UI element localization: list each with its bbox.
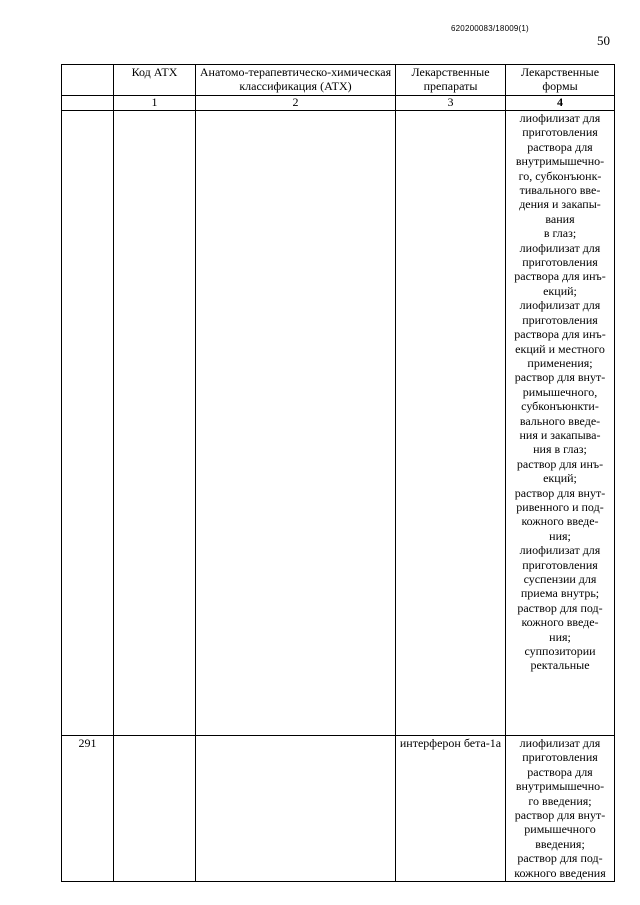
row-number-cell bbox=[62, 111, 114, 736]
column-number: 3 bbox=[396, 96, 506, 111]
atc-class-cell bbox=[196, 736, 396, 882]
form-line: лиофилизат для bbox=[519, 111, 601, 125]
form-line: введения; bbox=[535, 836, 585, 851]
form-line: вания bbox=[545, 211, 575, 226]
form-line: ректальные bbox=[530, 658, 590, 673]
column-number: 4 bbox=[506, 96, 615, 111]
form-line: раствора для bbox=[527, 764, 593, 779]
form-line: раствора для инъ- bbox=[514, 327, 606, 342]
form-line: го, субконъюнк- bbox=[518, 168, 602, 183]
drug-cell bbox=[396, 111, 506, 736]
atc-code-cell bbox=[114, 736, 196, 882]
form-line: го введения; bbox=[528, 793, 592, 808]
form-line: в глаз; bbox=[543, 226, 577, 241]
form-line: ривенного и под- bbox=[516, 499, 604, 514]
form-line: екций; bbox=[543, 283, 577, 298]
drug-table bbox=[61, 64, 615, 882]
form-line: ния; bbox=[549, 629, 571, 644]
form-line: внутримышечно- bbox=[515, 154, 605, 169]
drug-cell: интерферон бета-1а bbox=[396, 736, 506, 882]
form-line: лиофилизат для bbox=[519, 543, 601, 558]
form-line: внутримышечно- bbox=[515, 779, 605, 794]
form-line: лиофилизат для bbox=[519, 240, 601, 255]
form-line: римышечного, bbox=[522, 384, 598, 399]
form-line: раствор для под- bbox=[517, 600, 603, 615]
form-line: кожного введе- bbox=[521, 615, 599, 630]
form-line: дения и закапы- bbox=[519, 197, 601, 212]
forms-cell bbox=[506, 736, 615, 882]
form-line: применения; bbox=[527, 355, 593, 370]
form-line: лиофилизат для bbox=[519, 298, 601, 313]
column-number: 2 bbox=[196, 96, 396, 111]
form-line: екций; bbox=[543, 471, 577, 486]
page-number: 50 bbox=[597, 33, 610, 48]
document-id: 620200083/18009(1) bbox=[451, 24, 529, 33]
atc-class-cell bbox=[196, 111, 396, 736]
form-line: лиофилизат для bbox=[519, 736, 601, 750]
form-line: римышечного bbox=[524, 822, 596, 837]
header-cell-atc-class: Анатомо-терапевтическо-химическая классификация (АТХ) bbox=[196, 65, 396, 96]
form-line: раствора для bbox=[527, 139, 593, 154]
form-line: субконъюнкти- bbox=[521, 399, 599, 414]
header-cell-forms: Лекарственные формы bbox=[506, 65, 615, 96]
form-line: раствор для инъ- bbox=[516, 456, 604, 471]
header-row bbox=[62, 65, 615, 96]
form-line: суспензии для bbox=[523, 572, 597, 586]
column-number: 1 bbox=[114, 96, 196, 111]
form-line: суппозитории bbox=[524, 644, 596, 659]
form-line: кожного введения bbox=[514, 865, 606, 880]
form-line: раствор для под- bbox=[517, 851, 603, 866]
form-line: приготовления bbox=[522, 557, 598, 572]
form-line: кожного введе- bbox=[521, 514, 599, 529]
form-line: приготовления bbox=[522, 125, 598, 140]
form-line: раствор для внут- bbox=[514, 808, 606, 823]
column-number bbox=[62, 96, 114, 111]
column-number-row bbox=[62, 96, 615, 111]
form-line: ния в глаз; bbox=[533, 442, 587, 457]
form-line: тивального вве- bbox=[519, 183, 601, 198]
header-cell-atc-code: Код АТХ bbox=[114, 65, 196, 96]
form-line: раствор для внут- bbox=[514, 370, 606, 385]
form-line: вального введе- bbox=[519, 413, 601, 428]
form-line: раствор для внут- bbox=[514, 485, 606, 500]
table-row bbox=[62, 736, 615, 882]
form-line: приготовления bbox=[522, 312, 598, 327]
form-line: раствора для инъ- bbox=[514, 269, 606, 284]
form-line: приема внутрь; bbox=[520, 586, 600, 601]
atc-code-cell bbox=[114, 111, 196, 736]
row-number-cell: 291 bbox=[62, 736, 114, 882]
form-line: ния и закапыва- bbox=[519, 427, 601, 442]
form-line: екций и местного bbox=[515, 341, 605, 356]
header-cell-drugs: Лекарственные препараты bbox=[396, 65, 506, 96]
forms-cell bbox=[506, 111, 615, 736]
form-line: приготовления bbox=[522, 750, 598, 765]
header-cell-no bbox=[62, 65, 114, 96]
form-line: приготовления bbox=[522, 255, 598, 270]
table-row bbox=[62, 111, 615, 736]
form-line: ния; bbox=[549, 528, 571, 543]
